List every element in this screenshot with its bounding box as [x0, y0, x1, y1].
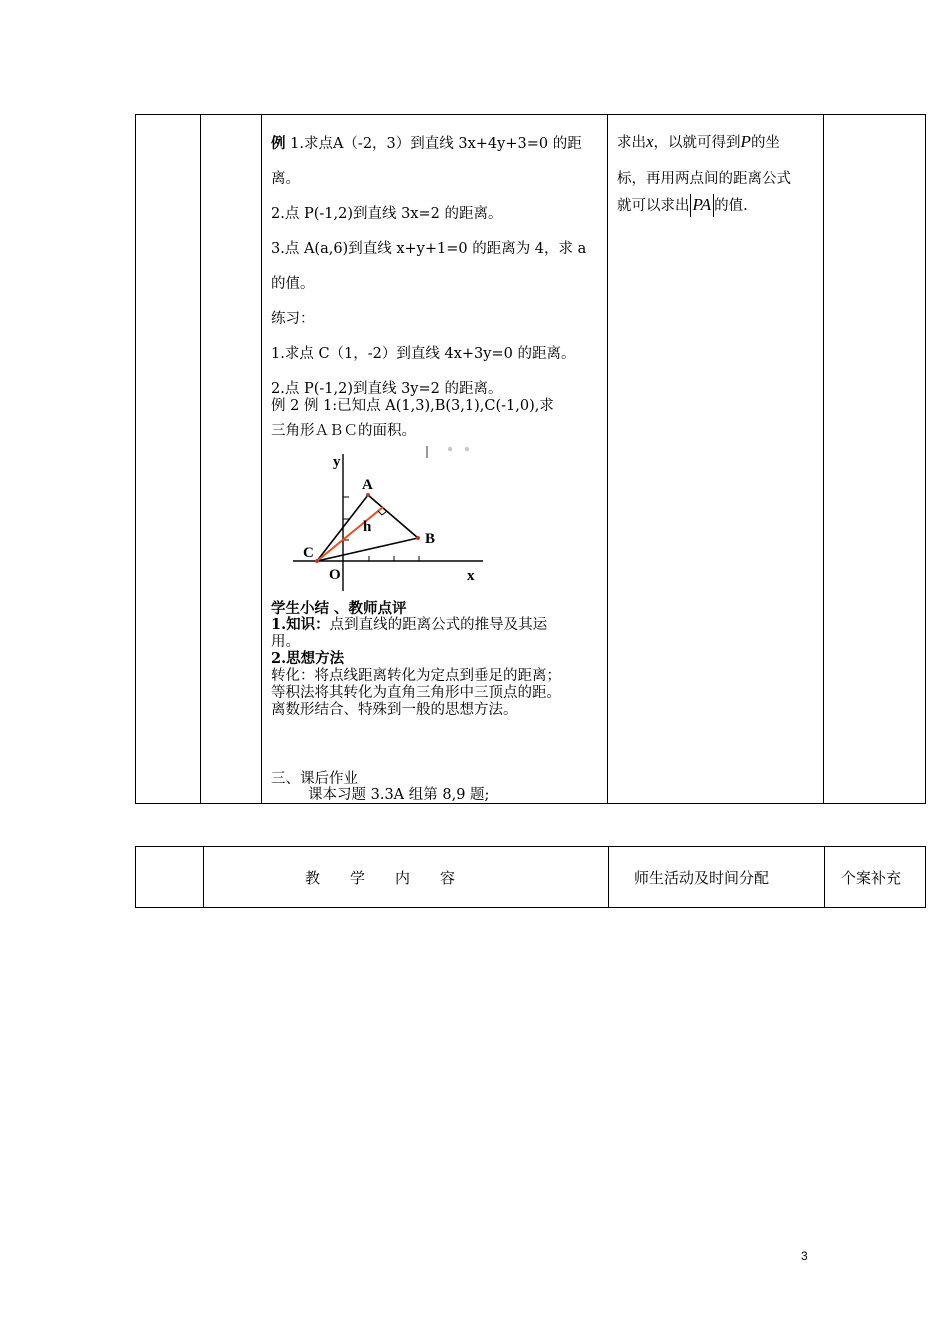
page-number: 3	[801, 1249, 808, 1263]
table-col-divider	[608, 846, 609, 908]
activity-text: 求出	[617, 135, 646, 151]
summary-method-title: 2.思想方法	[271, 650, 345, 667]
math-variable-pa: PA	[692, 195, 712, 214]
header-activity: 师生活动及时间分配	[634, 869, 770, 887]
example1-question3-line1: 3.点 A(a,6)到直线 x+y+1=0 的距离为 4，求 a	[271, 241, 587, 257]
example2-line2: 三角形ＡＢＣ的面积。	[271, 423, 416, 439]
abs-value-pa	[690, 194, 715, 217]
summary-method-line2: 等积法将其转化为直角三角形中三顶点的距。	[271, 685, 561, 701]
table-col-divider	[824, 846, 825, 908]
homework-title: 三、课后作业	[271, 771, 358, 787]
knowledge-text: 点到直线的距离公式的推导及其运	[329, 617, 548, 633]
knowledge-label: 1.知识：	[271, 616, 330, 633]
header-table	[135, 846, 926, 908]
example1-line2: 离。	[271, 171, 300, 187]
practice-item-2: 2.点 P(-1,2)到直线 3y=2 的距离。	[271, 381, 503, 397]
practice-item-1: 1.求点 C（1，-2）到直线 4x+3y=0 的距离。	[271, 346, 576, 362]
example1-question2: 2.点 P(-1,2)到直线 3x=2 的距离。	[271, 206, 503, 222]
math-variable-p: P	[740, 132, 751, 151]
table-col-divider	[200, 114, 201, 804]
figure-label-a: A	[362, 477, 373, 493]
activity-line2: 标，再用两点间的距离公式	[617, 171, 791, 187]
activity-text: 就可以求出	[617, 198, 690, 214]
homework-content: 课本习题 3.3A 组第 8,9 题;	[308, 787, 490, 803]
table-col-divider	[203, 846, 204, 908]
figure-label-h: h	[363, 519, 372, 535]
summary-method-line1: 转化：将点线距离转化为定点到垂足的距离；	[271, 668, 561, 684]
activity-line3	[617, 194, 748, 217]
summary-title: 学生小结 、教师点评	[271, 600, 407, 617]
header-supplement: 个案补充	[841, 869, 902, 887]
example-label: 例	[271, 135, 286, 152]
figure-label-o: O	[329, 567, 341, 583]
practice-title: 练习：	[271, 311, 315, 327]
summary-method-line3: 离数形结合、特殊到一般的思想方法。	[271, 702, 518, 718]
example1-question3-line2: 的值。	[271, 276, 315, 292]
figure-label-y: y	[333, 454, 341, 470]
table-col-divider	[261, 114, 262, 804]
header-content: 教 学 内 容	[305, 869, 456, 887]
activity-text: ，以就可得到	[653, 135, 741, 151]
activity-text: 的值.	[714, 198, 748, 214]
figure-label-x: x	[467, 568, 475, 584]
summary-knowledge	[271, 615, 547, 635]
triangle-figure	[285, 448, 495, 596]
activity-text: 的坐	[750, 135, 780, 151]
example1-line1	[271, 134, 582, 154]
figure-label-c: C	[303, 545, 314, 561]
table-col-divider	[607, 114, 608, 804]
math-variable-x: x	[646, 132, 654, 151]
figure-label-b: B	[425, 531, 436, 547]
example2-line1: 例 2 例 1:已知点 A(1,3),B(3,1),C(-1,0),求	[271, 398, 554, 414]
table-col-divider	[823, 114, 824, 804]
example1-question1: 1.求点A（-2，3）到直线 3x+4y+3=0 的距	[285, 136, 582, 152]
summary-knowledge-cont: 用。	[271, 634, 300, 650]
activity-line1	[617, 132, 780, 153]
